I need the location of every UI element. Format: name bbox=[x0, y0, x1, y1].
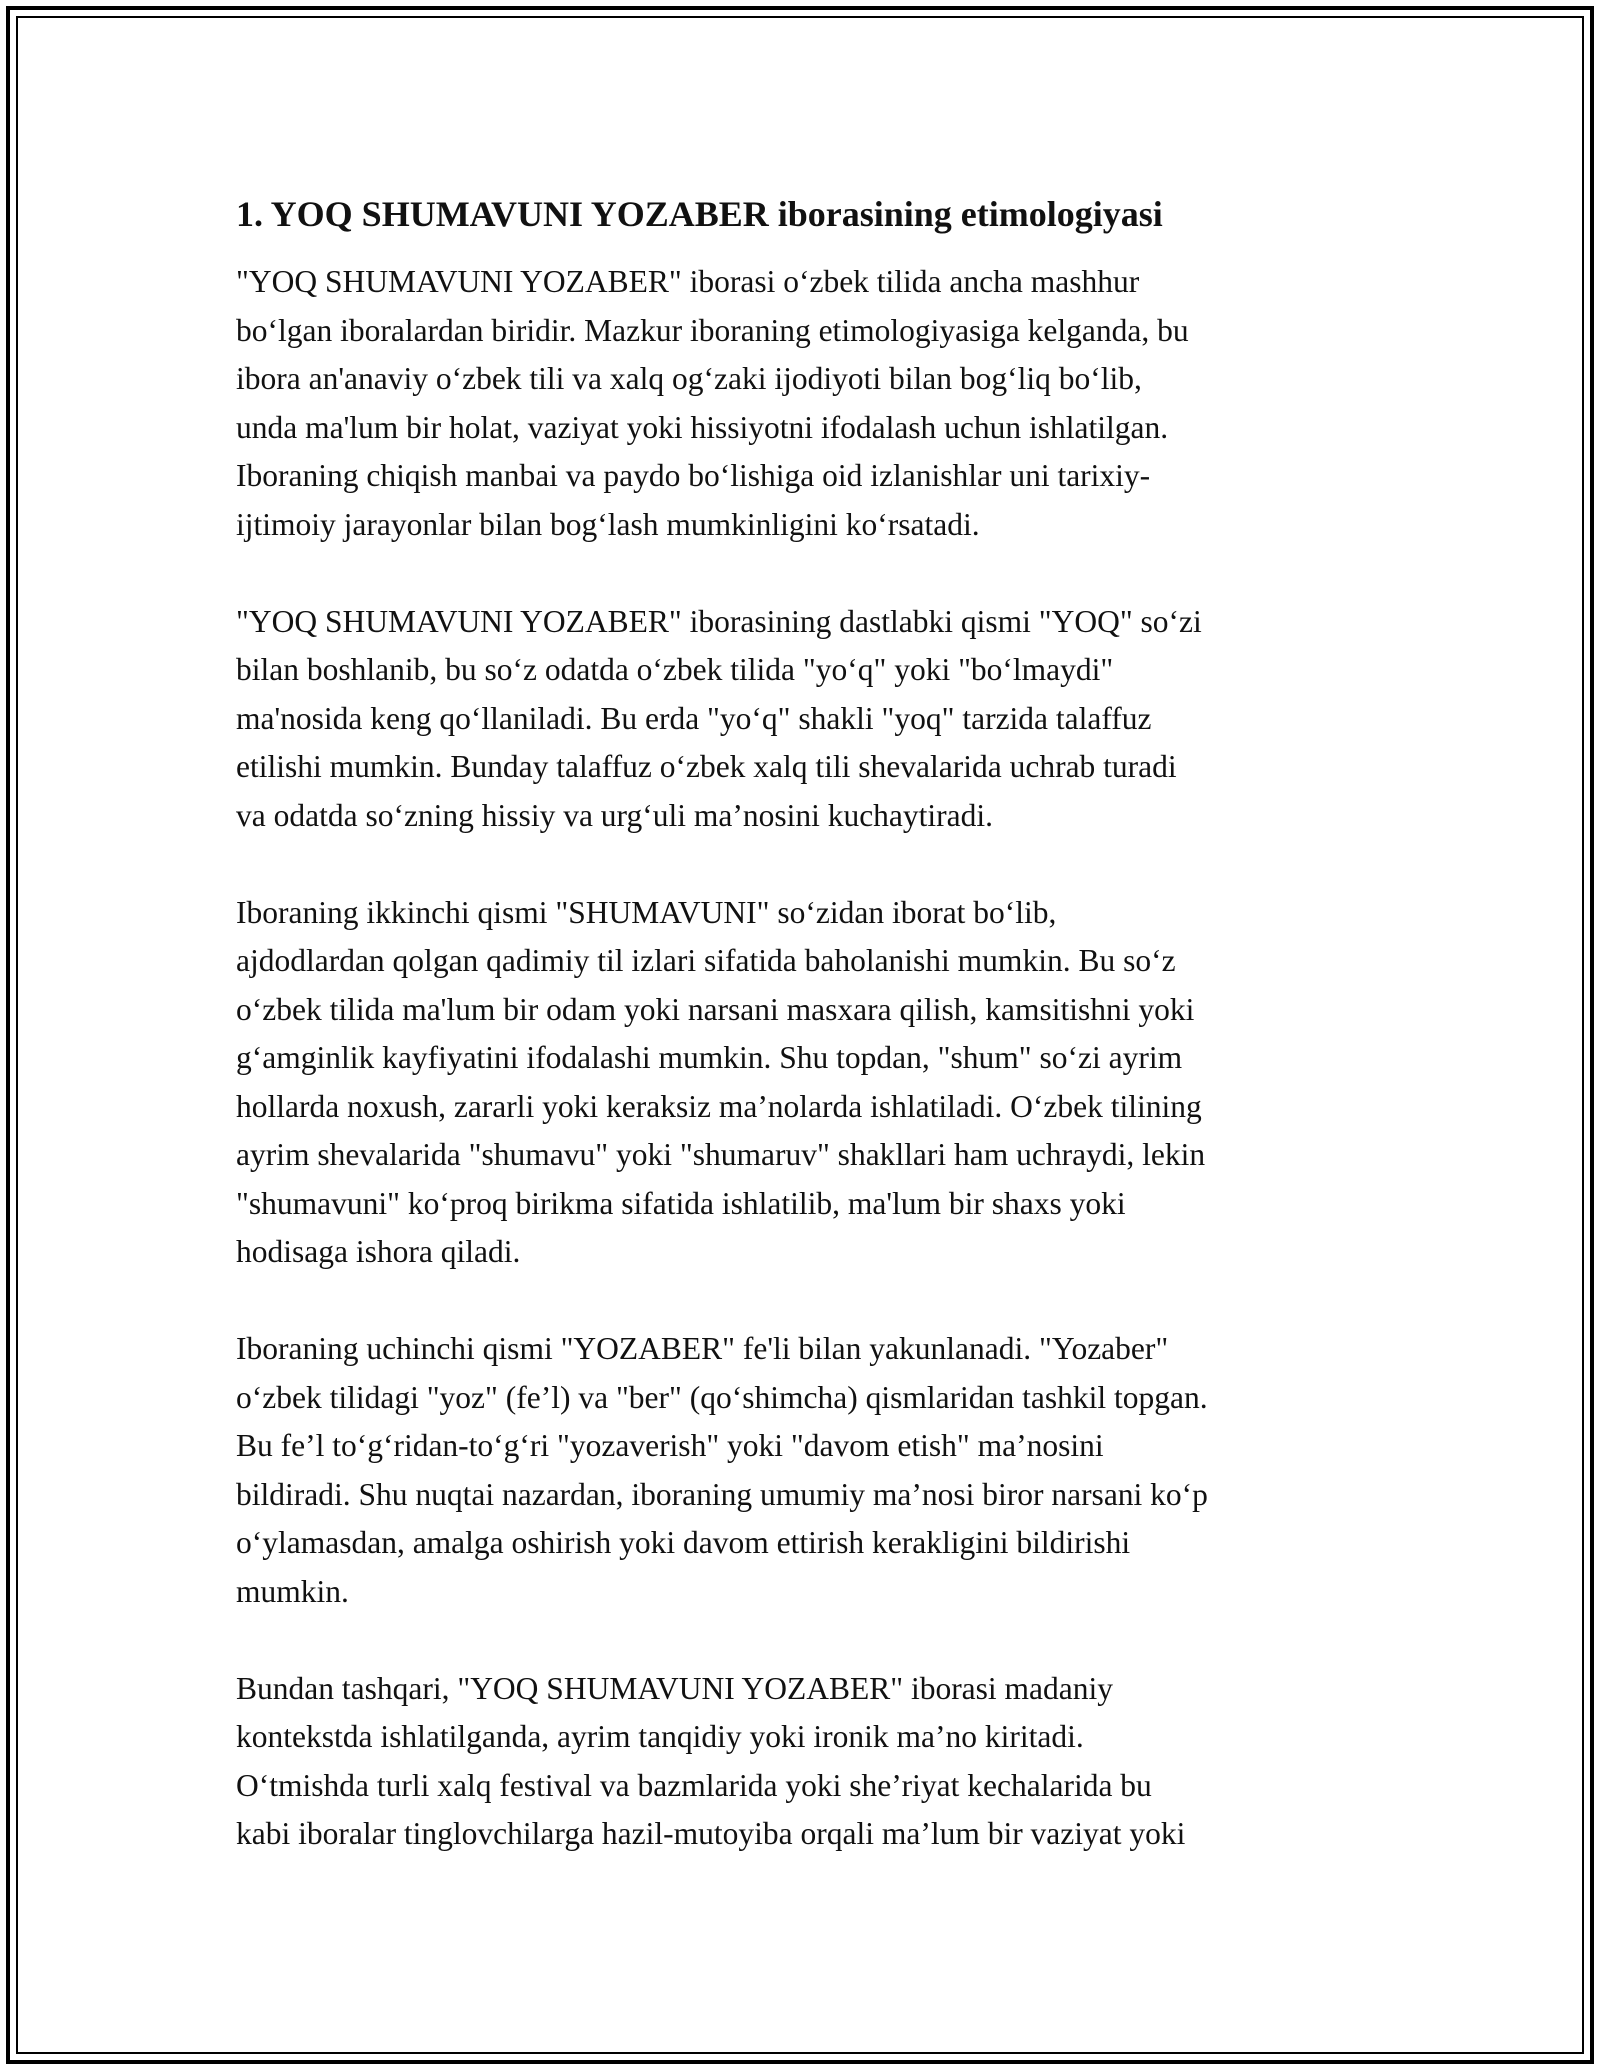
text-line: hollarda noxush, zararli yoki keraksiz ma’nolarda ishlatiladi. Oʻzbek tilining bbox=[236, 1088, 1202, 1124]
text-line: "YOQ SHUMAVUNI YOZABER" iborasi oʻzbek tilida ancha mashhur bbox=[236, 264, 1140, 299]
paragraph-5 bbox=[236, 1665, 1368, 1859]
text-line: Iboraning chiqish manbai va paydo boʻlishiga oid izlanishlar uni tarixiy- bbox=[236, 458, 1151, 493]
text-line: "shumavuni" koʻproq birikma sifatida ishlatilib, ma'lum bir shaxs yoki bbox=[236, 1185, 1126, 1221]
text-line: boʻlgan iboralardan biridir. Mazkur iboraning etimologiyasiga kelganda, bu bbox=[236, 312, 1189, 348]
paragraph-4 bbox=[236, 1325, 1368, 1616]
text-line: kabi iboralar tinglovchilarga hazil-mutoyiba orqali ma’lum bir vaziyat yoki bbox=[236, 1816, 1186, 1851]
text-line: kontekstda ishlatilganda, ayrim tanqidiy yoki ironik ma’no kiritadi. bbox=[236, 1719, 1084, 1754]
document-body bbox=[236, 192, 1368, 1907]
text-line: "YOQ SHUMAVUNI YOZABER" iborasining dastlabki qismi "YOQ" soʻzi bbox=[236, 603, 1202, 639]
section-heading: 1. YOQ SHUMAVUNI YOZABER iborasining etimologiyasi bbox=[236, 194, 1163, 234]
text-line: unda ma'lum bir holat, vaziyat yoki hissiyotni ifodalash uchun ishlatilgan. bbox=[236, 409, 1169, 445]
text-line: hodisaga ishora qiladi. bbox=[236, 1234, 521, 1269]
text-line: Bu fe’l toʻgʻridan-toʻgʻri "yozaverish" yoki "davom etish" ma’nosini bbox=[236, 1428, 1104, 1463]
text-line: ibora an'anaviy oʻzbek tili va xalq ogʻzaki ijodiyoti bilan bogʻliq boʻlib, bbox=[236, 361, 1142, 396]
text-line: bildiradi. Shu nuqtai nazardan, iboraning umumiy ma’nosi biror narsani koʻp bbox=[236, 1476, 1208, 1512]
text-line: Oʻtmishda turli xalq festival va bazmlarida yoki she’riyat kechalarida bu bbox=[236, 1767, 1152, 1803]
text-line: ijtimoiy jarayonlar bilan bogʻlash mumkinligini koʻrsatadi. bbox=[236, 506, 980, 542]
text-line: bilan boshlanib, bu soʻz odatda oʻzbek tilida "yoʻq" yoki "boʻlmaydi" bbox=[236, 652, 1114, 687]
paragraph-3 bbox=[236, 889, 1368, 1277]
text-line: ma'nosida keng qoʻllaniladi. Bu erda "yoʻq" shakli "yoq" tarzida talaffuz bbox=[236, 700, 1152, 736]
text-line: Bundan tashqari, "YOQ SHUMAVUNI YOZABER" iborasi madaniy bbox=[236, 1670, 1114, 1706]
text-line: oʻylamasdan, amalga oshirish yoki davom ettirish kerakligini bildirishi bbox=[236, 1525, 1131, 1560]
text-line: oʻzbek tilidagi "yoz" (fe’l) va "ber" (qoʻshimcha) qismlaridan tashkil topgan. bbox=[236, 1379, 1208, 1415]
text-line: mumkin. bbox=[236, 1573, 349, 1609]
text-line: gʻamginlik kayfiyatini ifodalashi mumkin. Shu topdan, "shum" soʻzi ayrim bbox=[236, 1040, 1183, 1075]
text-line: Iboraning uchinchi qismi "YOZABER" fe'li bilan yakunlanadi. "Yozaber" bbox=[236, 1331, 1169, 1366]
text-line: ayrim shevalarida "shumavu" yoki "shumaruv" shakllari ham uchraydi, lekin bbox=[236, 1137, 1206, 1172]
paragraph-1 bbox=[236, 258, 1368, 549]
text-line: etilishi mumkin. Bunday talaffuz oʻzbek xalq tili shevalarida uchrab turadi bbox=[236, 749, 1177, 784]
text-line: oʻzbek tilida ma'lum bir odam yoki narsani masxara qilish, kamsitishni yoki bbox=[236, 991, 1195, 1027]
text-line: ajdodlardan qolgan qadimiy til izlari sifatida baholanishi mumkin. Bu soʻz bbox=[236, 943, 1176, 978]
paragraph-2 bbox=[236, 598, 1368, 841]
text-line: Iboraning ikkinchi qismi "SHUMAVUNI" soʻzidan iborat boʻlib, bbox=[236, 894, 1057, 930]
text-line: va odatda soʻzning hissiy va urgʻuli ma’nosini kuchaytiradi. bbox=[236, 797, 994, 833]
